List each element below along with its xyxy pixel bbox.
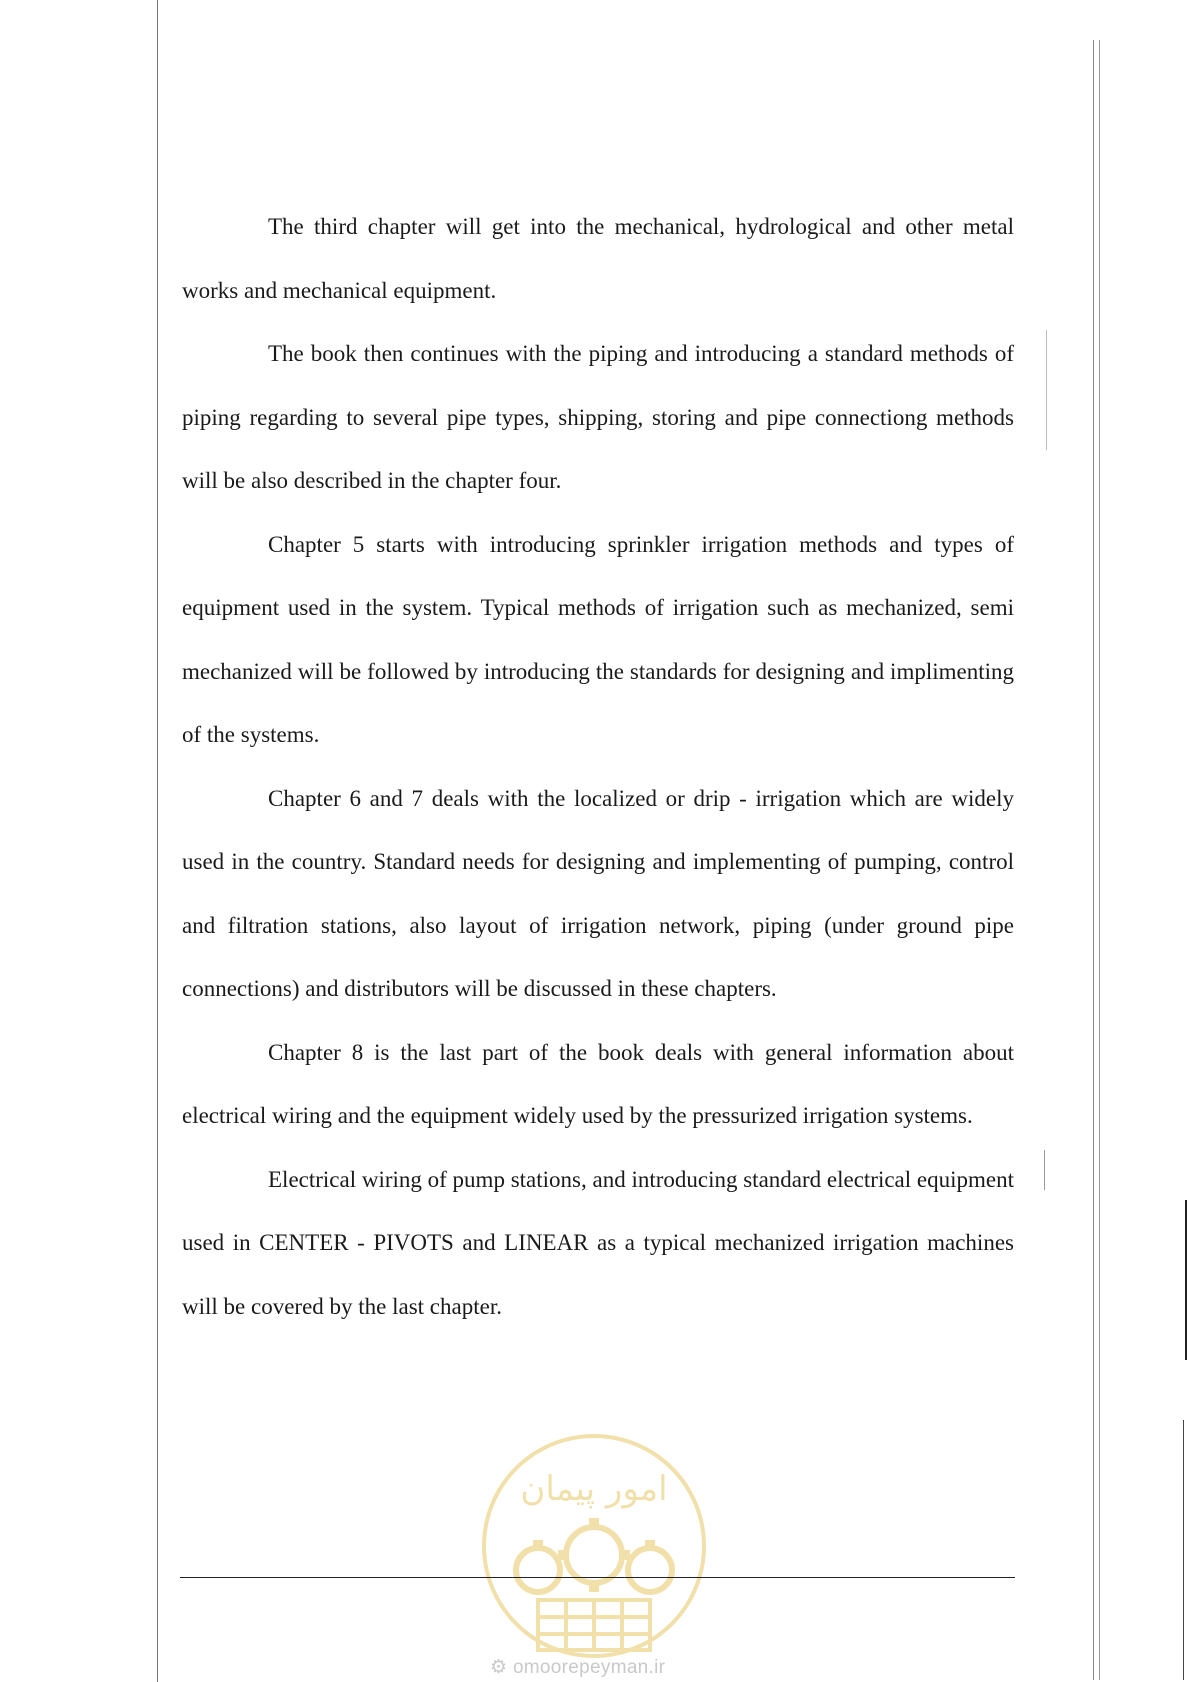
- scan-margin-line-right-1: [1093, 40, 1094, 1680]
- watermark-site-text: [490, 1656, 665, 1679]
- watermark-logo: [478, 1430, 710, 1662]
- paragraph-2: The book then continues with the piping and introducing a standard methods of piping regarding to several pipe types, shipping, storing and pipe connectiong methods will be also described in the chapter four.: [182, 341, 1014, 493]
- scan-margin-line-right-5: [1185, 1200, 1187, 1360]
- body-text: [182, 195, 1014, 1338]
- watermark-logo-text: امور پیمان: [520, 1469, 668, 1509]
- scan-margin-line-left: [157, 0, 158, 1682]
- globe-icon: ⚙: [490, 1657, 508, 1678]
- footer-divider: [180, 1577, 1015, 1578]
- scan-margin-line-right-6: [1183, 1420, 1184, 1680]
- paragraph-4: Chapter 6 and 7 deals with the localized or drip - irrigation which are widely used in the country. Standard needs for designing and implementing of pumping, control and filtration stations, also layout of irrigation network, piping (under ground pipe connections) and distributors will be discussed in these chapters.: [182, 785, 1014, 1001]
- scan-margin-line-right-4: [1044, 1150, 1045, 1190]
- scan-margin-line-right-3: [1046, 330, 1047, 450]
- paragraph-5: Chapter 8 is the last part of the book deals with general information about electrical wiring and the equipment widely used by the pressurized irrigation systems.: [182, 1039, 1014, 1128]
- paragraph-1: The third chapter will get into the mechanical, hydrological and other metal works and mechanical equipment.: [182, 214, 1014, 303]
- scan-margin-line-right-2: [1099, 40, 1100, 1680]
- paragraph-3: Chapter 5 starts with introducing sprinkler irrigation methods and types of equipment used in the system. Typical methods of irrigation such as mechanized, semi mechanized will be followed by introducing the standards for designing and implimenting of the systems.: [182, 531, 1014, 747]
- paragraph-6: Electrical wiring of pump stations, and introducing standard electrical equipment used in CENTER - PIVOTS and LINEAR as a typical mechanized irrigation machines will be covered by the last chapter.: [182, 1166, 1014, 1319]
- watermark-site: omoorepeyman.ir: [512, 1657, 666, 1678]
